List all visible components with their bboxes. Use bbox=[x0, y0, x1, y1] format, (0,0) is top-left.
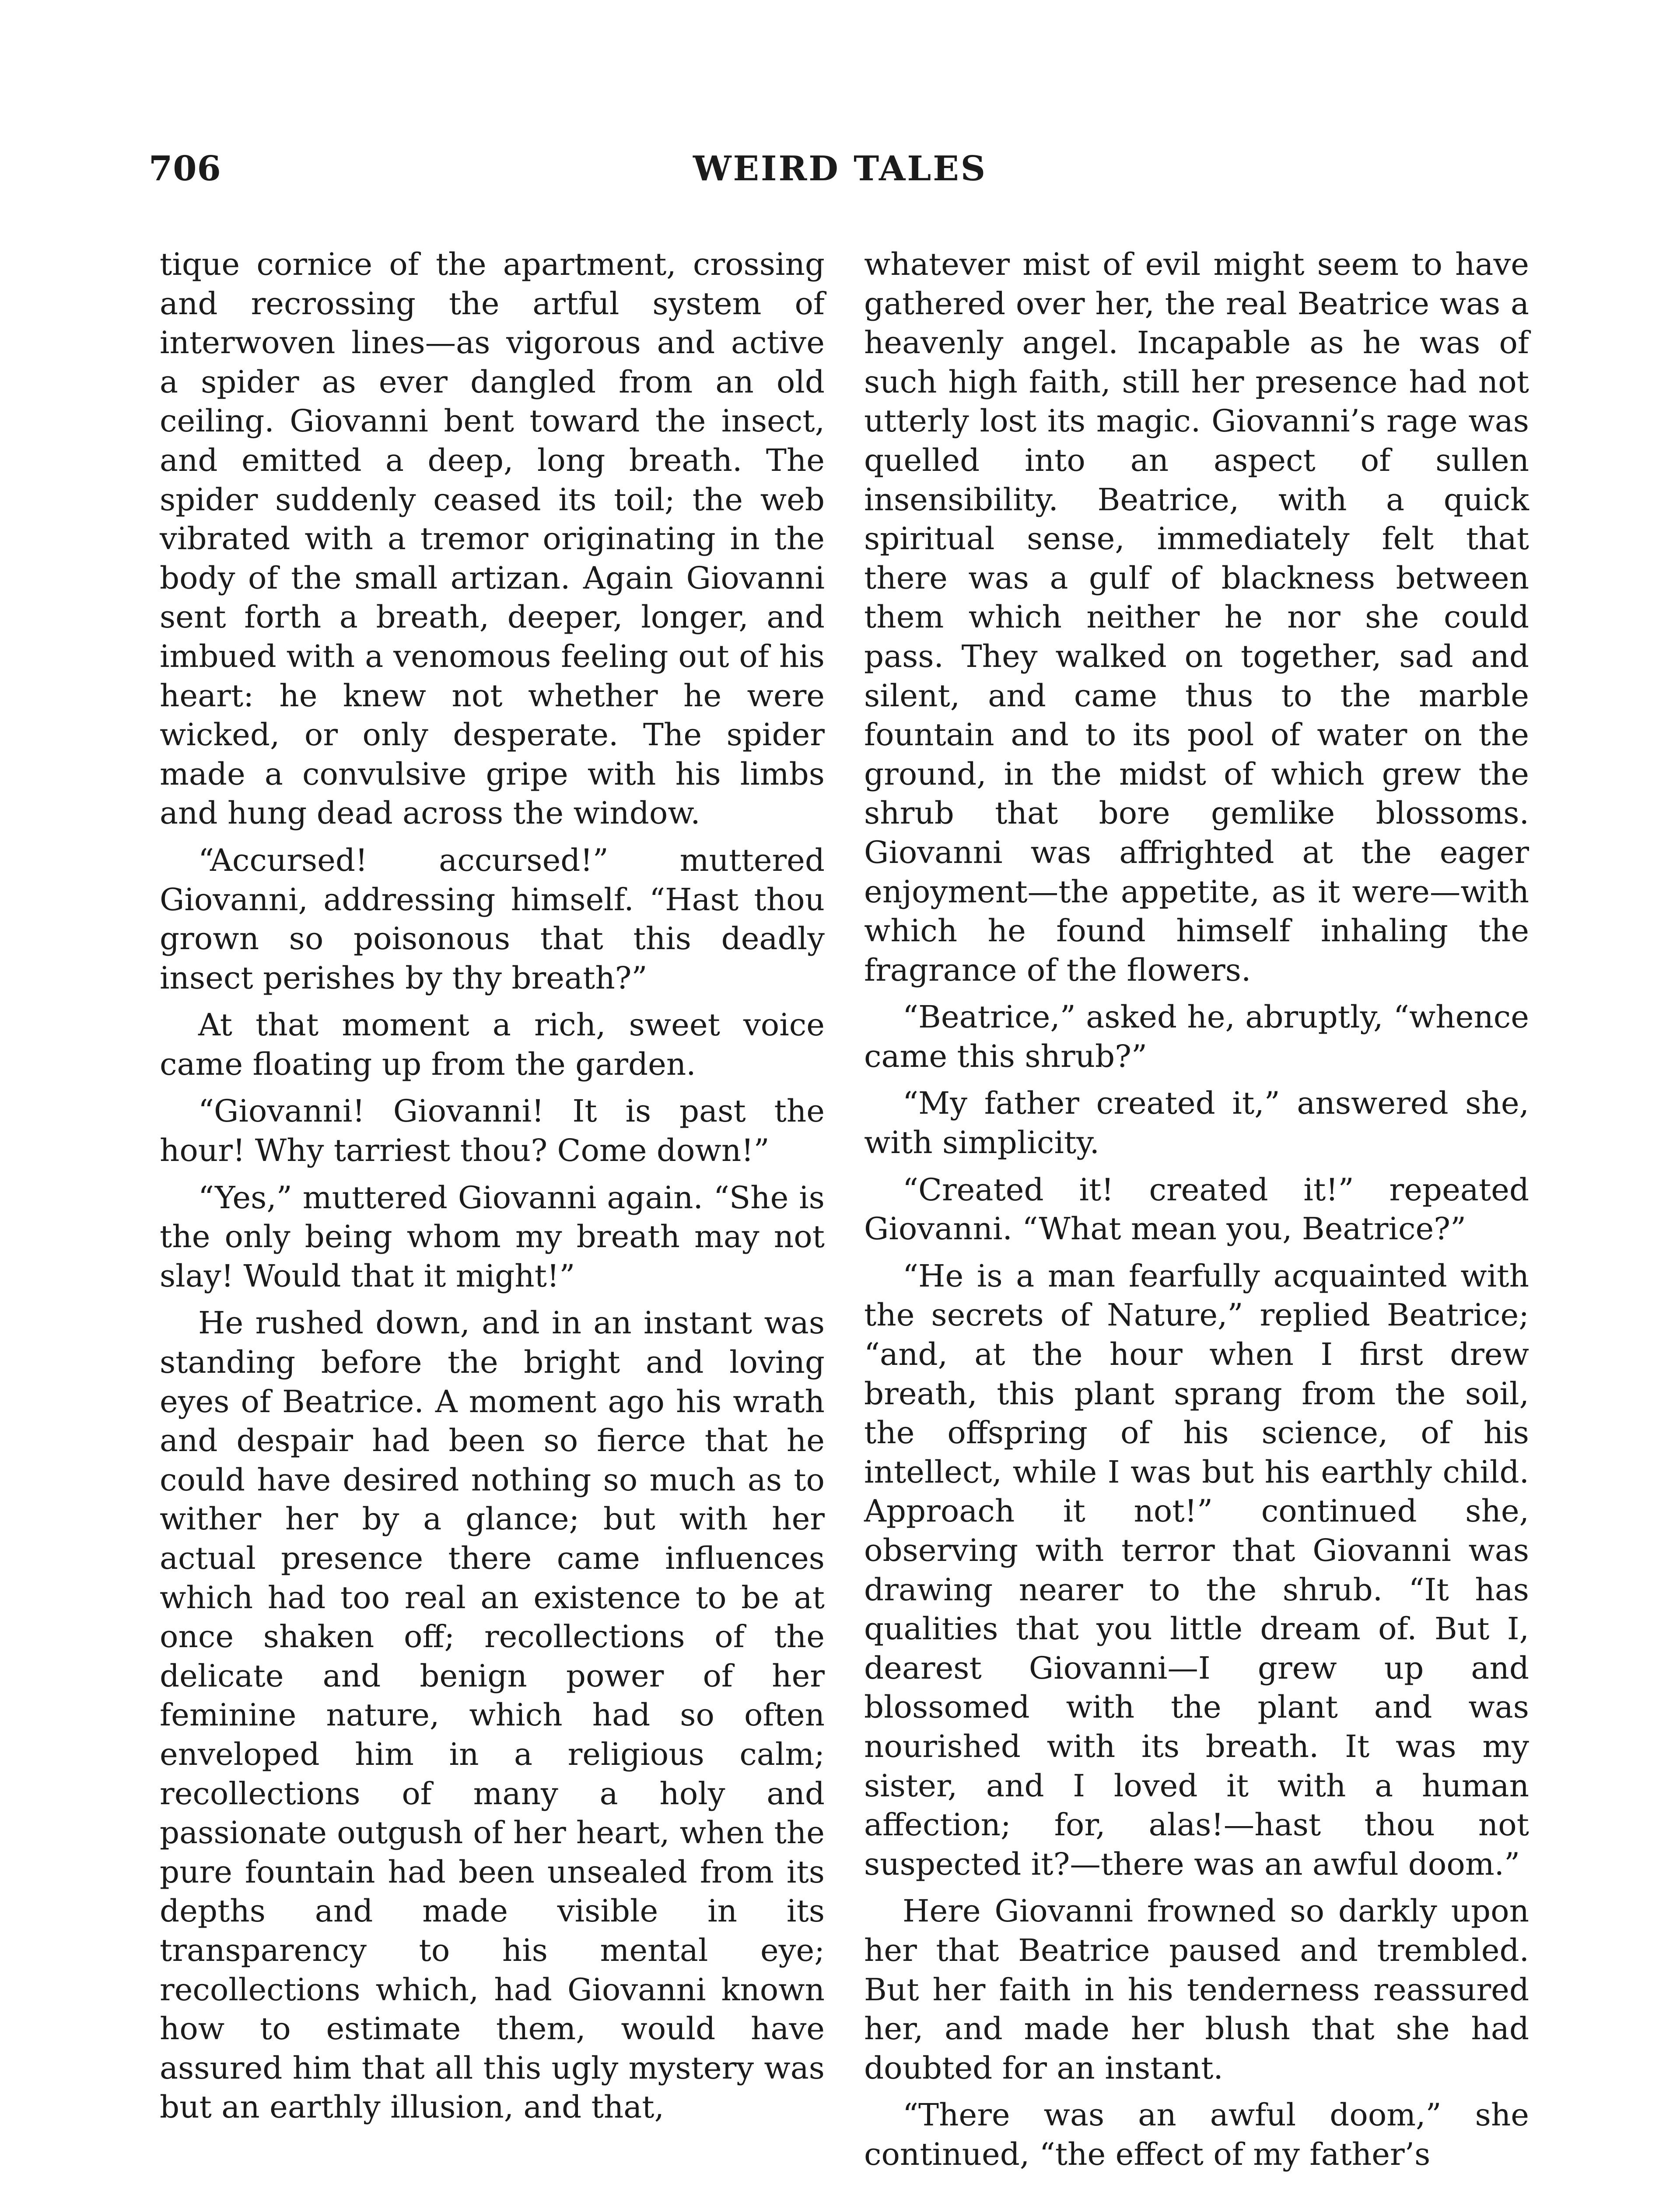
paragraph: “Yes,” muttered Giovanni again. “She is the only being whom my breath may not slay! Would that it might!” bbox=[160, 1179, 825, 1294]
page-header bbox=[149, 149, 1531, 197]
paragraph: “Giovanni! Giovanni! It is past the hour! Why tarriest thou? Come down!” bbox=[160, 1093, 825, 1169]
right-column bbox=[864, 245, 1529, 2182]
left-column bbox=[160, 245, 825, 2135]
paragraph: whatever mist of evil might seem to have gathered over her, the real Beatrice was a heavenly angel. Incapable as he was of such high faith, still her presence had not utterly lost its magic. Giovanni’s rage was quelled into an aspect of sullen insensibility. Beatrice, with a quick spiritual sense, immediately felt that there was a gulf of blackness between them which neither he nor she could pass. They walked on together, sad and silent, and came thus to the marble fountain and to its pool of water on the ground, in the midst of which grew the shrub that bore gemlike blossoms. Giovanni was affrighted at the eager enjoyment—the appetite, as it were—with which he found himself inhaling the fragrance of the flowers. bbox=[864, 246, 1529, 988]
paragraph: tique cornice of the apartment, crossing and recrossing the artful system of interwoven lines—as vigorous and active a spider as ever dangled from an old ceiling. Giovanni bent toward the insect, and emitted a deep, long breath. The spider suddenly ceased its toil; the web vibrated with a tremor originating in the body of the small artizan. Again Giovanni sent forth a breath, deeper, longer, and imbued with a venomous feeling out of his heart: he knew not whether he were wicked, or only desperate. The spider made a convulsive gripe with his limbs and hung dead across the window. bbox=[160, 246, 825, 831]
paragraph: Here Giovanni frowned so darkly upon her that Beatrice paused and trembled. But her faith in his tenderness reassured her, and made her blush that she had doubted for an instant. bbox=[864, 1893, 1529, 2086]
paragraph: “He is a man fearfully acquainted with the secrets of Nature,” replied Beatrice; “and, at the hour when I first drew breath, this plant sprang from the soil, the offspring of his science, of his intellect, while I was but his earthly child. Approach it not!” continued she, observing with terror that Giovanni was drawing nearer to the shrub. “It has qualities that you little dream of. But I, dearest Giovanni—I grew up and blossomed with the plant and was nourished with its breath. It was my sister, and I loved it with a human affection; for, alas!—hast thou not suspected it?—there was an awful doom.” bbox=[864, 1258, 1529, 1882]
magazine-title: WEIRD TALES bbox=[693, 149, 987, 189]
paragraph: “Accursed! accursed!” muttered Giovanni, addressing himself. “Hast thou grown so poisonous that this deadly insect perishes by thy breath?” bbox=[160, 842, 825, 996]
paragraph: “My father created it,” answered she, with simplicity. bbox=[864, 1085, 1529, 1161]
paragraph: “There was an awful doom,” she continued, “the effect of my father’s bbox=[864, 2097, 1529, 2172]
paragraph: “Beatrice,” asked he, abruptly, “whence came this shrub?” bbox=[864, 999, 1529, 1074]
page-number: 706 bbox=[149, 149, 221, 189]
paragraph: “Created it! created it!” repeated Giovanni. “What mean you, Beatrice?” bbox=[864, 1171, 1529, 1247]
paragraph: He rushed down, and in an instant was standing before the bright and loving eyes of Beatrice. A moment ago his wrath and despair had been so fierce that he could have desired nothing so much as to wither her by a glance; but with her actual presence there came influences which had too real an existence to be at once shaken off; recollections of the delicate and benign power of her feminine nature, which had so often enveloped him in a religious calm; recollections of many a holy and passionate outgush of her heart, when the pure fountain had been unsealed from its depths and made visible in its transparency to his mental eye; recollections which, had Giovanni known how to estimate them, would have assured him that all this ugly mystery was but an earthly illusion, and that, bbox=[160, 1305, 825, 2125]
paragraph: At that moment a rich, sweet voice came floating up from the garden. bbox=[160, 1007, 825, 1082]
